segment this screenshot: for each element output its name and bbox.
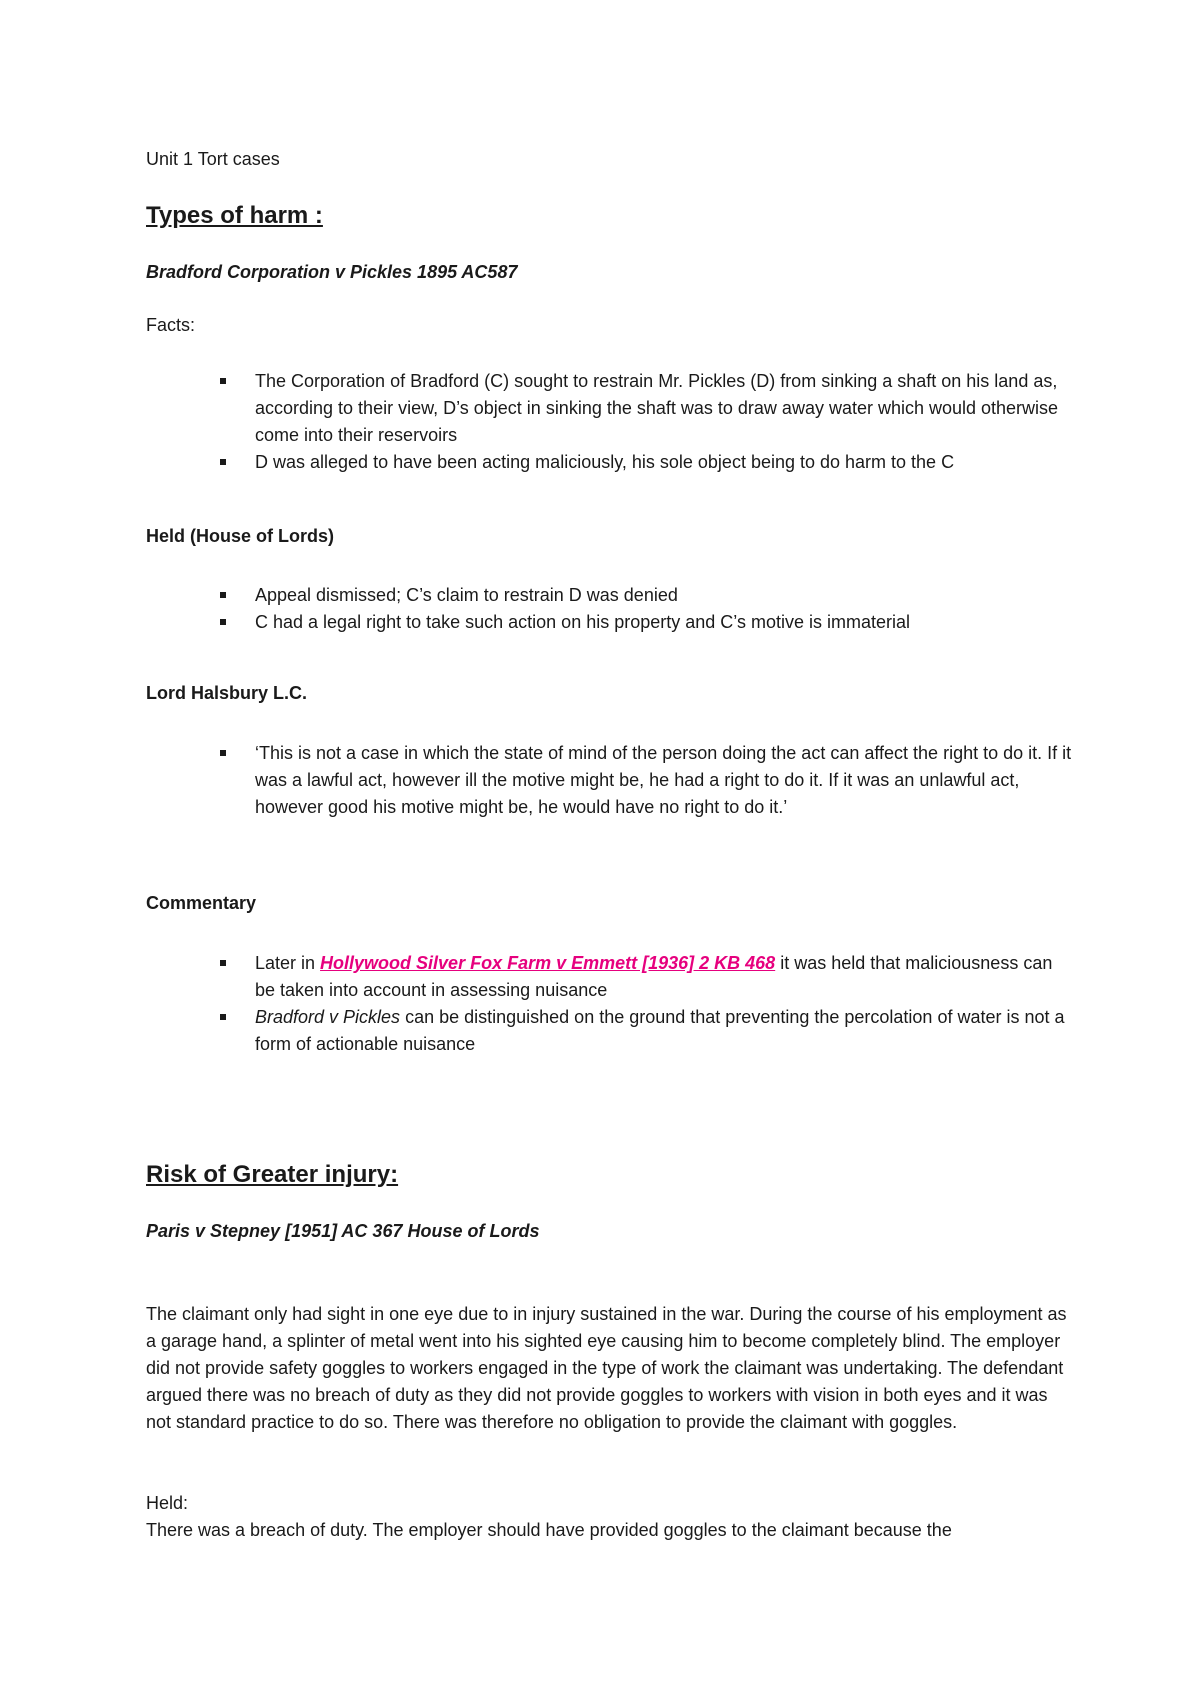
list-item: C had a legal right to take such action on his property and C’s motive is immaterial bbox=[146, 609, 1076, 636]
list-item: D was alleged to have been acting maliciously, his sole object being to do harm to the C bbox=[146, 449, 1076, 476]
document-title: Unit 1 Tort cases bbox=[146, 149, 280, 169]
list-item: Appeal dismissed; C’s claim to restrain D was denied bbox=[146, 582, 1076, 609]
held-label: Held (House of Lords) bbox=[146, 526, 334, 546]
facts-label: Facts: bbox=[146, 315, 196, 335]
judge-label: Lord Halsbury L.C. bbox=[146, 683, 308, 703]
facts-list bbox=[146, 368, 1076, 476]
square-bullet-icon bbox=[220, 378, 226, 384]
list-item: The Corporation of Bradford (C) sought to restrain Mr. Pickles (D) from sinking a shaft on his land as, according to their view, D’s object in sinking the shaft was to draw away water which would otherwise come into their reservoirs bbox=[146, 368, 1076, 449]
held-text-2: There was a breach of duty. The employer should have provided goggles to the claimant because the bbox=[146, 1520, 952, 1540]
held-list bbox=[146, 582, 1076, 636]
square-bullet-icon bbox=[220, 459, 226, 465]
square-bullet-icon bbox=[220, 960, 226, 966]
list-item: Bradford v Pickles can be distinguished on the ground that preventing the percolation of water is not a form of actionable nuisance bbox=[146, 1004, 1076, 1058]
list-item bbox=[146, 740, 1076, 821]
list-item: Later in Hollywood Silver Fox Farm v Emmett [1936] 2 KB 468 it was held that maliciousness can be taken into account in assessing nuisance bbox=[146, 950, 1076, 1004]
square-bullet-icon bbox=[220, 592, 226, 598]
square-bullet-icon bbox=[220, 619, 226, 625]
judge-quote: ‘This is not a case in which the state of mind of the person doing the act can affect the right to do it. If it was a lawful act, however ill the motive might be, he had a right to do it. If it was an unlawful act, however good his motive might be, he would have no right to do it.’ bbox=[255, 743, 1072, 817]
held-label-2: Held: bbox=[146, 1493, 189, 1513]
facts-paragraph: The claimant only had sight in one eye due to in injury sustained in the war. During the course of his employment as a garage hand, a splinter of metal went into his sighted eye causing him to become completely blind. The employer did not provide safety goggles to workers engaged in the type of work the claimant was undertaking. The defendant argued there was no breach of duty as they did not provide goggles to workers with vision in both eyes and it was not standard practice to do so. There was therefore no obligation to provide the claimant with goggles. bbox=[146, 1304, 1067, 1432]
commentary-list bbox=[146, 950, 1076, 1058]
case-title-paris-v-stepney: Paris v Stepney [1951] AC 367 House of Lords bbox=[146, 1221, 540, 1241]
case-title-bradford: Bradford Corporation v Pickles 1895 AC587 bbox=[146, 262, 518, 282]
square-bullet-icon bbox=[220, 750, 226, 756]
section-heading-types-of-harm: Types of harm : bbox=[146, 202, 323, 229]
square-bullet-icon bbox=[220, 1014, 226, 1020]
hollywood-silver-fox-farm-link[interactable]: Hollywood Silver Fox Farm v Emmett [1936] 2 KB 468 bbox=[320, 953, 776, 973]
judge-quote-list bbox=[146, 740, 1076, 821]
section-heading-risk-of-greater-injury: Risk of Greater injury: bbox=[146, 1161, 399, 1188]
commentary-label: Commentary bbox=[146, 893, 257, 913]
